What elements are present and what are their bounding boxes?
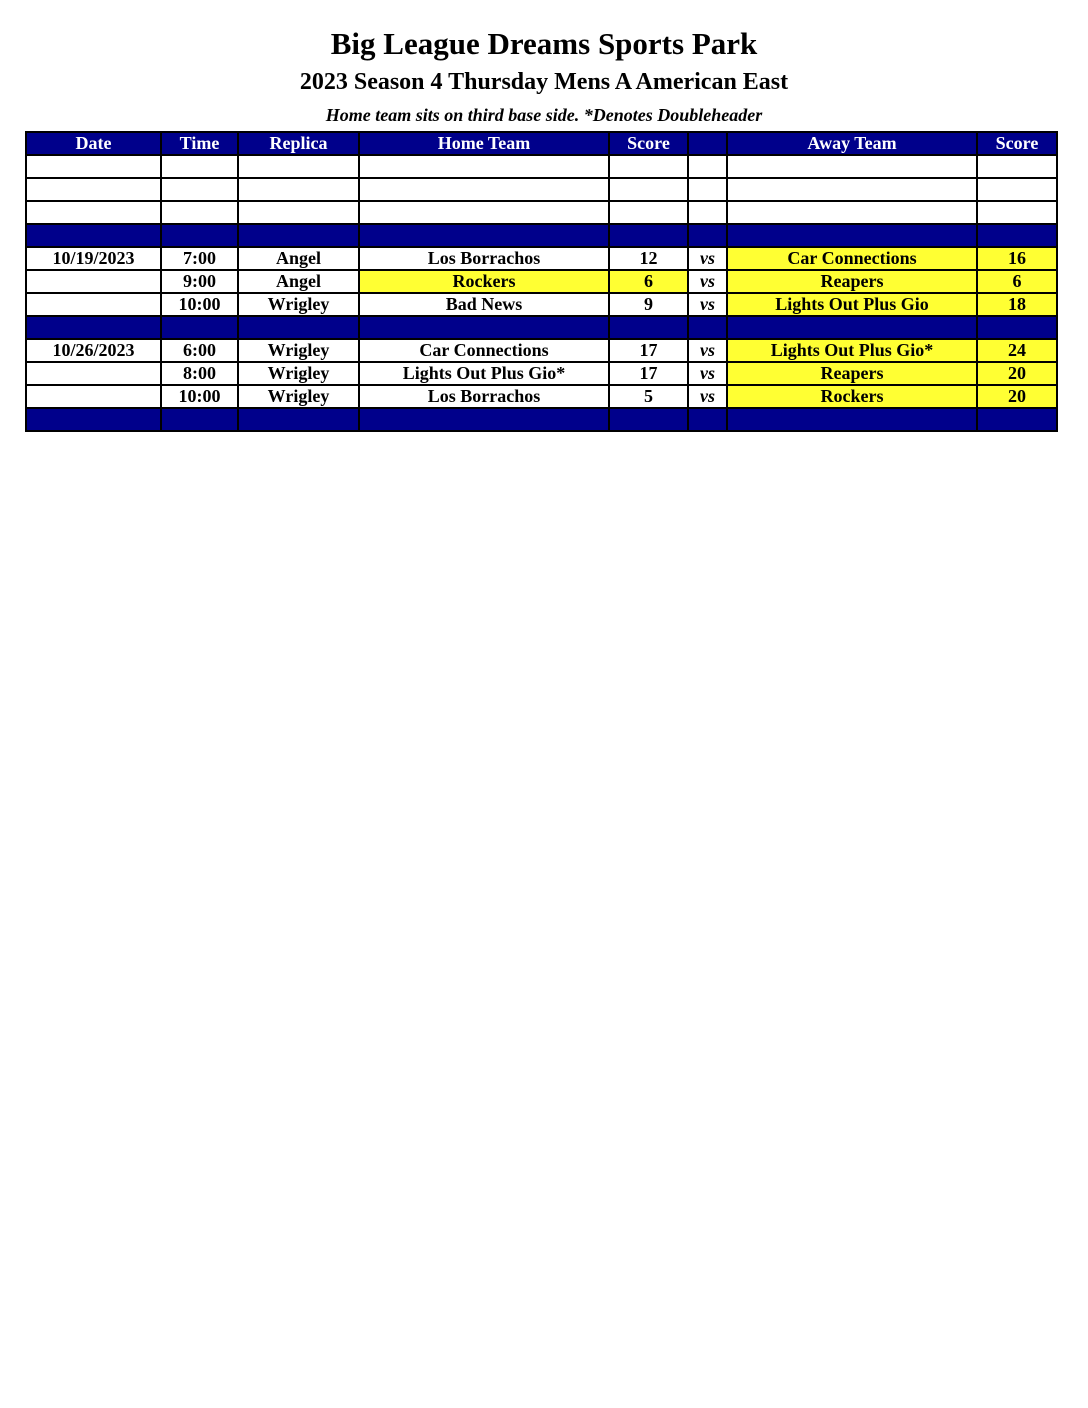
page-title: Big League Dreams Sports Park (330, 26, 758, 61)
away-team: Lights Out Plus Gio (727, 293, 977, 316)
game-date (26, 362, 161, 385)
empty-row (26, 178, 1057, 201)
home-team: Bad News (359, 293, 609, 316)
page-subtitle: 2023 Season 4 Thursday Mens A American East (299, 69, 789, 95)
game-replica: Wrigley (238, 385, 359, 408)
game-replica: Wrigley (238, 339, 359, 362)
empty-row (26, 201, 1057, 224)
empty-cell (359, 201, 609, 224)
empty-cell (161, 201, 238, 224)
away-team: Lights Out Plus Gio* (727, 339, 977, 362)
game-time: 8:00 (161, 362, 238, 385)
away-score: 16 (977, 247, 1057, 270)
home-team: Los Borrachos (359, 247, 609, 270)
game-date: 10/19/2023 (26, 247, 161, 270)
game-replica: Wrigley (238, 293, 359, 316)
away-score: 24 (977, 339, 1057, 362)
home-score: 6 (609, 270, 688, 293)
empty-cell (26, 178, 161, 201)
empty-cell (161, 178, 238, 201)
game-time: 9:00 (161, 270, 238, 293)
vs-label: vs (688, 362, 727, 385)
home-score: 17 (609, 339, 688, 362)
column-header-date: Date (26, 132, 161, 155)
separator-band (26, 224, 1057, 247)
table-header-row (26, 132, 1057, 155)
away-score: 18 (977, 293, 1057, 316)
away-team: Reapers (727, 270, 977, 293)
table-row (26, 270, 1057, 293)
empty-cell (359, 155, 609, 178)
home-team: Lights Out Plus Gio* (359, 362, 609, 385)
separator-band (26, 408, 1057, 431)
empty-cell (26, 201, 161, 224)
empty-cell (727, 178, 977, 201)
empty-cell (688, 178, 727, 201)
column-header-home-score: Score (609, 132, 688, 155)
column-header-vs (688, 132, 727, 155)
empty-cell (26, 155, 161, 178)
game-time: 10:00 (161, 293, 238, 316)
column-header-replica: Replica (238, 132, 359, 155)
page-note: Home team sits on third base side. *Denotes Doubleheader (325, 105, 763, 125)
vs-label: vs (688, 247, 727, 270)
empty-cell (688, 155, 727, 178)
table-row (26, 385, 1057, 408)
home-team: Car Connections (359, 339, 609, 362)
table-row (26, 293, 1057, 316)
away-score: 20 (977, 362, 1057, 385)
empty-row (26, 155, 1057, 178)
empty-cell (161, 155, 238, 178)
empty-cell (727, 201, 977, 224)
home-score: 17 (609, 362, 688, 385)
game-time: 10:00 (161, 385, 238, 408)
game-time: 7:00 (161, 247, 238, 270)
away-team: Rockers (727, 385, 977, 408)
vs-label: vs (688, 270, 727, 293)
home-score: 12 (609, 247, 688, 270)
empty-cell (688, 201, 727, 224)
game-date: 10/26/2023 (26, 339, 161, 362)
home-team: Rockers (359, 270, 609, 293)
empty-cell (238, 155, 359, 178)
home-score: 5 (609, 385, 688, 408)
column-header-home-team: Home Team (359, 132, 609, 155)
game-time: 6:00 (161, 339, 238, 362)
separator-band (26, 316, 1057, 339)
game-replica: Angel (238, 270, 359, 293)
game-date (26, 385, 161, 408)
game-replica: Wrigley (238, 362, 359, 385)
home-score: 9 (609, 293, 688, 316)
away-score: 20 (977, 385, 1057, 408)
empty-cell (359, 178, 609, 201)
vs-label: vs (688, 385, 727, 408)
column-header-away-team: Away Team (727, 132, 977, 155)
vs-label: vs (688, 293, 727, 316)
empty-cell (977, 201, 1057, 224)
home-team: Los Borrachos (359, 385, 609, 408)
table-row (26, 362, 1057, 385)
vs-label: vs (688, 339, 727, 362)
empty-cell (609, 155, 688, 178)
schedule-table (25, 131, 1058, 432)
column-header-away-score: Score (977, 132, 1057, 155)
away-team: Reapers (727, 362, 977, 385)
empty-cell (977, 178, 1057, 201)
empty-cell (727, 155, 977, 178)
game-replica: Angel (238, 247, 359, 270)
away-team: Car Connections (727, 247, 977, 270)
empty-cell (238, 178, 359, 201)
table-row (26, 247, 1057, 270)
empty-cell (977, 155, 1057, 178)
table-row (26, 339, 1057, 362)
game-date (26, 293, 161, 316)
column-header-time: Time (161, 132, 238, 155)
game-date (26, 270, 161, 293)
empty-cell (238, 201, 359, 224)
away-score: 6 (977, 270, 1057, 293)
empty-cell (609, 178, 688, 201)
empty-cell (609, 201, 688, 224)
